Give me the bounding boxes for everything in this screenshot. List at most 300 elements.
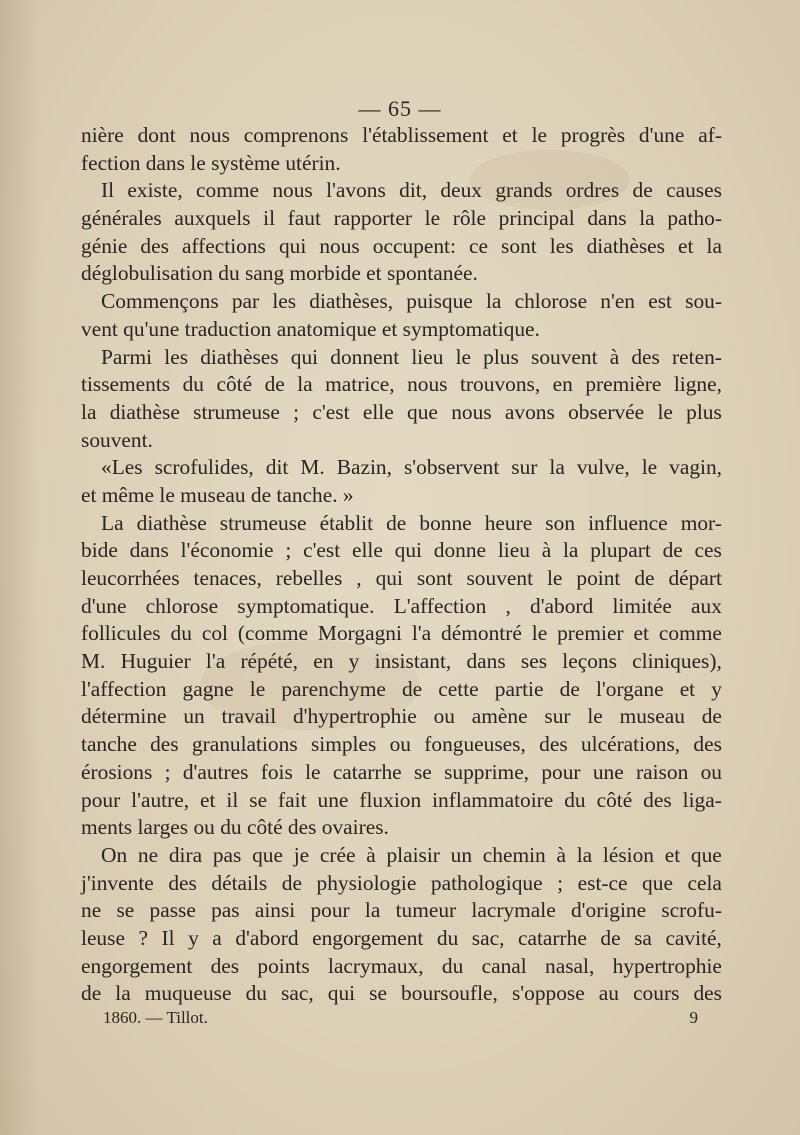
word: plus — [686, 399, 722, 424]
word: cours — [633, 981, 680, 1006]
word: de — [401, 676, 423, 701]
word: la — [562, 538, 579, 563]
word: et — [679, 676, 696, 701]
word: strumeuse — [219, 510, 307, 535]
word: y — [188, 925, 199, 950]
word: partie — [494, 676, 544, 701]
word: y — [348, 649, 360, 674]
word: est — [648, 289, 672, 314]
word: ou — [433, 704, 455, 729]
word: parenchyme — [281, 676, 386, 701]
word: et — [502, 123, 518, 147]
word: il — [226, 787, 239, 812]
word: le — [531, 621, 548, 646]
word: côté — [596, 787, 633, 812]
text-line — [81, 897, 722, 925]
word: première — [585, 372, 662, 397]
word: d'abord — [530, 593, 594, 618]
word: aux — [691, 593, 722, 618]
word: lieu — [497, 538, 530, 563]
word: diathèses, — [309, 289, 394, 314]
page-number-header: — 65 — — [358, 96, 442, 121]
word: limitée — [612, 593, 672, 618]
word: l'a — [205, 649, 226, 674]
word: vagin, — [669, 455, 722, 480]
word: pour — [81, 787, 121, 812]
word: lieu — [411, 344, 444, 369]
word: scrofulides, — [154, 455, 254, 480]
word: lésion — [602, 842, 654, 867]
word: Commençons — [101, 289, 219, 314]
word: la — [706, 233, 722, 258]
text-line — [81, 620, 722, 648]
word: d'origine — [570, 898, 647, 923]
word: dit — [265, 455, 289, 480]
word: scrofu- — [661, 898, 722, 923]
word: dans — [466, 649, 506, 674]
word: follicules — [81, 621, 161, 646]
word: de — [634, 566, 655, 590]
word: le — [249, 676, 266, 701]
word: cavité, — [665, 925, 722, 950]
word: et — [678, 233, 694, 258]
word: donnent — [330, 344, 400, 369]
word: du — [182, 372, 204, 397]
text-line — [81, 787, 722, 815]
word: principal — [498, 206, 575, 231]
word: patho- — [667, 206, 722, 231]
word: sac, — [281, 981, 314, 1006]
word: de — [281, 870, 302, 895]
word: du — [245, 981, 267, 1006]
word: raison — [636, 759, 689, 784]
word: des — [631, 344, 660, 369]
word: des — [539, 732, 568, 757]
word: c'est — [303, 538, 341, 563]
word: ; — [285, 538, 292, 563]
word: un — [450, 842, 473, 867]
text-line — [81, 565, 722, 593]
word: à — [366, 842, 376, 867]
text-line — [81, 842, 722, 870]
word: se — [249, 787, 268, 812]
word: existe, — [127, 178, 183, 203]
word: qui — [394, 538, 422, 563]
word: sou- — [685, 289, 722, 314]
word: ligne, — [673, 372, 722, 397]
word: chemin — [482, 842, 546, 867]
word: granulations — [191, 732, 298, 757]
word: tumeur — [395, 898, 457, 923]
text-line — [81, 703, 722, 731]
text-line — [81, 454, 722, 482]
word: détails — [211, 870, 268, 895]
word: est-ce — [577, 870, 628, 895]
word: elle — [362, 399, 394, 424]
word: l'a — [411, 621, 432, 646]
word: un — [183, 704, 205, 729]
word: d'abord — [235, 925, 299, 950]
word: passe — [149, 898, 196, 923]
word: Il — [101, 178, 115, 203]
text-line — [81, 676, 722, 704]
word: une — [592, 759, 624, 784]
word: c'est — [312, 399, 350, 424]
word: engorgement — [81, 953, 193, 978]
text-line: et même le museau de tanche. » — [81, 482, 354, 507]
word: tenaces, — [193, 566, 262, 590]
text-line — [81, 122, 722, 150]
word: pas — [212, 842, 242, 867]
word: ; — [557, 870, 564, 895]
word: il — [263, 206, 276, 231]
word: et — [200, 787, 216, 812]
word: points — [257, 953, 310, 978]
word: du — [441, 953, 464, 978]
word: ses — [520, 649, 548, 674]
word: Morgagni — [317, 621, 402, 646]
word: le — [455, 344, 472, 369]
word: dira — [168, 842, 203, 867]
word: progrès — [560, 123, 626, 147]
word: strumeuse — [193, 399, 280, 424]
word: symptomatique. — [237, 593, 375, 618]
word: La — [101, 510, 124, 535]
word: ou — [389, 732, 411, 757]
word: On — [101, 842, 128, 867]
word: hypertrophie — [612, 953, 722, 978]
word: bide — [81, 538, 118, 563]
word: de — [264, 372, 285, 397]
word: matrice, — [325, 372, 395, 397]
word: reten- — [672, 344, 722, 369]
word: M. — [300, 455, 325, 480]
word: la — [81, 399, 97, 424]
word: s'observent — [403, 455, 500, 480]
word: sont — [416, 566, 453, 590]
word: des — [210, 953, 240, 978]
word: générales — [81, 206, 162, 231]
word: le — [424, 206, 441, 231]
word: dit, — [399, 178, 428, 203]
word: les — [549, 233, 574, 258]
word: ? — [138, 925, 148, 950]
word: muqueuse — [144, 981, 232, 1006]
word: en — [552, 372, 573, 397]
word: de — [662, 538, 683, 563]
word: nous — [319, 233, 360, 258]
word: Parmi — [101, 344, 153, 369]
word: grands — [495, 178, 553, 203]
word: que — [407, 399, 438, 424]
word: causes — [666, 178, 722, 203]
word: diathèse — [109, 399, 180, 424]
word: de — [600, 925, 621, 950]
word: occupent: — [372, 233, 456, 258]
word: supprime, — [444, 759, 530, 784]
word: «Les — [101, 455, 143, 480]
text-line: ments larges ou du côté des ovaires. — [81, 815, 389, 840]
word: heure — [484, 510, 533, 535]
word: elle — [351, 538, 383, 563]
text-line — [81, 510, 722, 538]
word: la — [639, 206, 655, 231]
word: qui — [327, 981, 356, 1006]
word: ordres — [565, 178, 620, 203]
word: cliniques), — [632, 649, 722, 674]
word: pathologique — [430, 870, 543, 895]
word: crée — [319, 842, 356, 867]
word: comme — [658, 621, 722, 646]
word: j'invente — [81, 870, 154, 895]
word: canal — [481, 953, 527, 978]
text-line — [81, 288, 722, 316]
word: premier — [557, 621, 624, 646]
word: du — [564, 787, 586, 812]
word: ainsi — [254, 898, 296, 923]
word: et — [633, 621, 649, 646]
word: Bazin, — [336, 455, 392, 480]
word: gagne — [182, 676, 234, 701]
word: ou — [700, 759, 722, 784]
word: sont — [501, 233, 537, 258]
word: en — [313, 649, 334, 674]
word: nous — [272, 178, 313, 203]
word: sac, — [471, 925, 505, 950]
word: diathèses — [200, 344, 279, 369]
word: l'autre, — [131, 787, 190, 812]
word: souvent — [531, 344, 598, 369]
word: le — [587, 704, 603, 729]
word: que — [690, 842, 722, 867]
word: à — [556, 842, 566, 867]
word: ces — [694, 538, 722, 563]
word: fongueuses, — [424, 732, 526, 757]
word: comme — [196, 178, 259, 203]
word: simples — [310, 732, 377, 757]
word: museau — [619, 704, 685, 729]
word: M. — [81, 649, 106, 674]
word: lacrymale — [471, 898, 556, 923]
word: catarrhe — [332, 759, 402, 784]
word: donne — [433, 538, 487, 563]
word: pas — [211, 898, 240, 923]
word: de — [386, 510, 407, 535]
word: diathèse — [136, 510, 207, 535]
text-line: souvent. — [81, 427, 153, 452]
word: y — [711, 676, 722, 701]
word: a — [212, 925, 222, 950]
word: nous — [451, 399, 492, 424]
word: bonne — [419, 510, 472, 535]
word: d'hypertrophie — [292, 704, 417, 729]
word: fluxion — [359, 787, 422, 812]
word: puisque — [406, 289, 473, 314]
word: la — [364, 898, 381, 923]
word: de — [701, 704, 722, 729]
word: nous — [407, 372, 448, 397]
word: cela — [687, 870, 722, 895]
word: influence — [588, 510, 668, 535]
printer-signature: 1860. — Tillot. — [103, 1008, 208, 1027]
word: liga- — [682, 787, 722, 812]
word: à — [609, 344, 620, 369]
text-line: vent qu'une traduction anatomique et symptomatique. — [81, 316, 540, 341]
word: le — [641, 455, 658, 480]
word: démontré — [441, 621, 522, 646]
word: le — [305, 759, 321, 784]
word: son — [545, 510, 576, 535]
word: point — [576, 566, 621, 590]
word: sur — [511, 455, 538, 480]
word: établit — [319, 510, 374, 535]
word: af- — [698, 123, 722, 147]
word: col — [201, 621, 228, 646]
word: se — [369, 981, 387, 1006]
word: qui — [375, 566, 403, 590]
word: la — [485, 289, 502, 314]
word: pour — [541, 759, 581, 784]
word: plus — [483, 344, 519, 369]
word: côté — [216, 372, 253, 397]
word: leucorrhées — [81, 566, 180, 590]
word: cette — [438, 676, 479, 701]
body-text — [81, 122, 722, 1008]
word: boursoufle, — [401, 981, 498, 1006]
word: rapporter — [333, 206, 412, 231]
word: physiologie — [316, 870, 417, 895]
word: la — [115, 981, 131, 1006]
word: je — [293, 842, 310, 867]
text-line — [81, 731, 722, 759]
word: deux — [440, 178, 483, 203]
word: avons — [504, 399, 555, 424]
text-line — [81, 371, 722, 399]
word: qui — [290, 344, 319, 369]
word: départ — [668, 566, 722, 590]
word: comprenons — [243, 123, 349, 147]
text-line — [81, 399, 722, 427]
word: les — [164, 344, 189, 369]
word: nous — [189, 123, 230, 147]
word: des — [643, 787, 672, 812]
word: le — [531, 123, 548, 147]
word: du — [170, 621, 192, 646]
text-line — [81, 233, 722, 261]
word: sur — [544, 704, 571, 729]
word: ulcérations, — [580, 732, 681, 757]
word: sa — [634, 925, 652, 950]
word: ce — [469, 233, 488, 258]
word: du — [436, 925, 459, 950]
word: inflammatoire — [432, 787, 554, 812]
word: des — [693, 732, 722, 757]
word: d'autres — [182, 759, 249, 784]
word: rôle — [452, 206, 486, 231]
text-line: fection dans le système utérin. — [81, 150, 341, 175]
text-line — [81, 980, 722, 1008]
word: dans — [587, 206, 627, 231]
word: rebelles — [275, 566, 343, 590]
word: dans — [129, 538, 169, 563]
word: que — [642, 870, 673, 895]
text-line — [81, 205, 722, 233]
word: travail — [221, 704, 277, 729]
word: génie — [81, 233, 128, 258]
word: , — [505, 593, 511, 618]
word: la — [297, 372, 313, 397]
word: l'affection — [81, 676, 167, 701]
word: nasal, — [545, 953, 595, 978]
word: mor- — [680, 510, 722, 535]
word: ne — [81, 898, 102, 923]
word: leuse — [81, 925, 125, 950]
word: tissements — [81, 372, 171, 397]
word: dont — [137, 123, 176, 147]
word: s'oppose — [511, 981, 585, 1006]
page-footer — [103, 1008, 698, 1028]
word: diathèses — [586, 233, 665, 258]
word: érosions — [81, 759, 153, 784]
word: des — [150, 732, 179, 757]
word: une — [317, 787, 349, 812]
word: des — [140, 233, 169, 258]
text-line — [81, 648, 722, 676]
word: l'avons — [326, 178, 386, 203]
text-line — [81, 759, 722, 787]
word: d'une — [638, 123, 685, 147]
word: leçons — [562, 649, 617, 674]
word: les — [272, 289, 297, 314]
word: l'établissement — [362, 123, 489, 147]
page-edge-shadow — [0, 0, 40, 1135]
word: plaisir — [386, 842, 440, 867]
word: vulve, — [576, 455, 630, 480]
word: l'économie — [180, 538, 274, 563]
text-line: déglobulisation du sang morbide et spontanée. — [81, 261, 478, 286]
word: des — [693, 981, 722, 1006]
text-line — [81, 953, 722, 981]
word: n'en — [600, 289, 636, 314]
word: catarrhe — [517, 925, 587, 950]
word: tanche — [81, 732, 137, 757]
word: auxquels — [174, 206, 251, 231]
word: Huguier — [120, 649, 191, 674]
word: lacrymaux, — [327, 953, 424, 978]
word: et — [664, 842, 681, 867]
word: chlorose — [145, 593, 219, 618]
text-line — [81, 925, 722, 953]
word: nière — [81, 123, 124, 147]
word: de — [81, 981, 102, 1006]
word: à — [541, 538, 552, 563]
word: L'affection — [393, 593, 487, 618]
word: , — [356, 566, 362, 590]
word: plupart — [590, 538, 651, 563]
sheet-number: 9 — [689, 1008, 698, 1027]
word: ; — [164, 759, 171, 784]
word: l'organe — [595, 676, 664, 701]
word: de — [632, 178, 653, 203]
word: fait — [278, 787, 307, 812]
word: engorgement — [312, 925, 424, 950]
word: que — [252, 842, 283, 867]
word: la — [576, 842, 593, 867]
word: ne — [137, 842, 159, 867]
word: par — [231, 289, 260, 314]
word: pour — [310, 898, 350, 923]
text-line — [81, 177, 722, 205]
